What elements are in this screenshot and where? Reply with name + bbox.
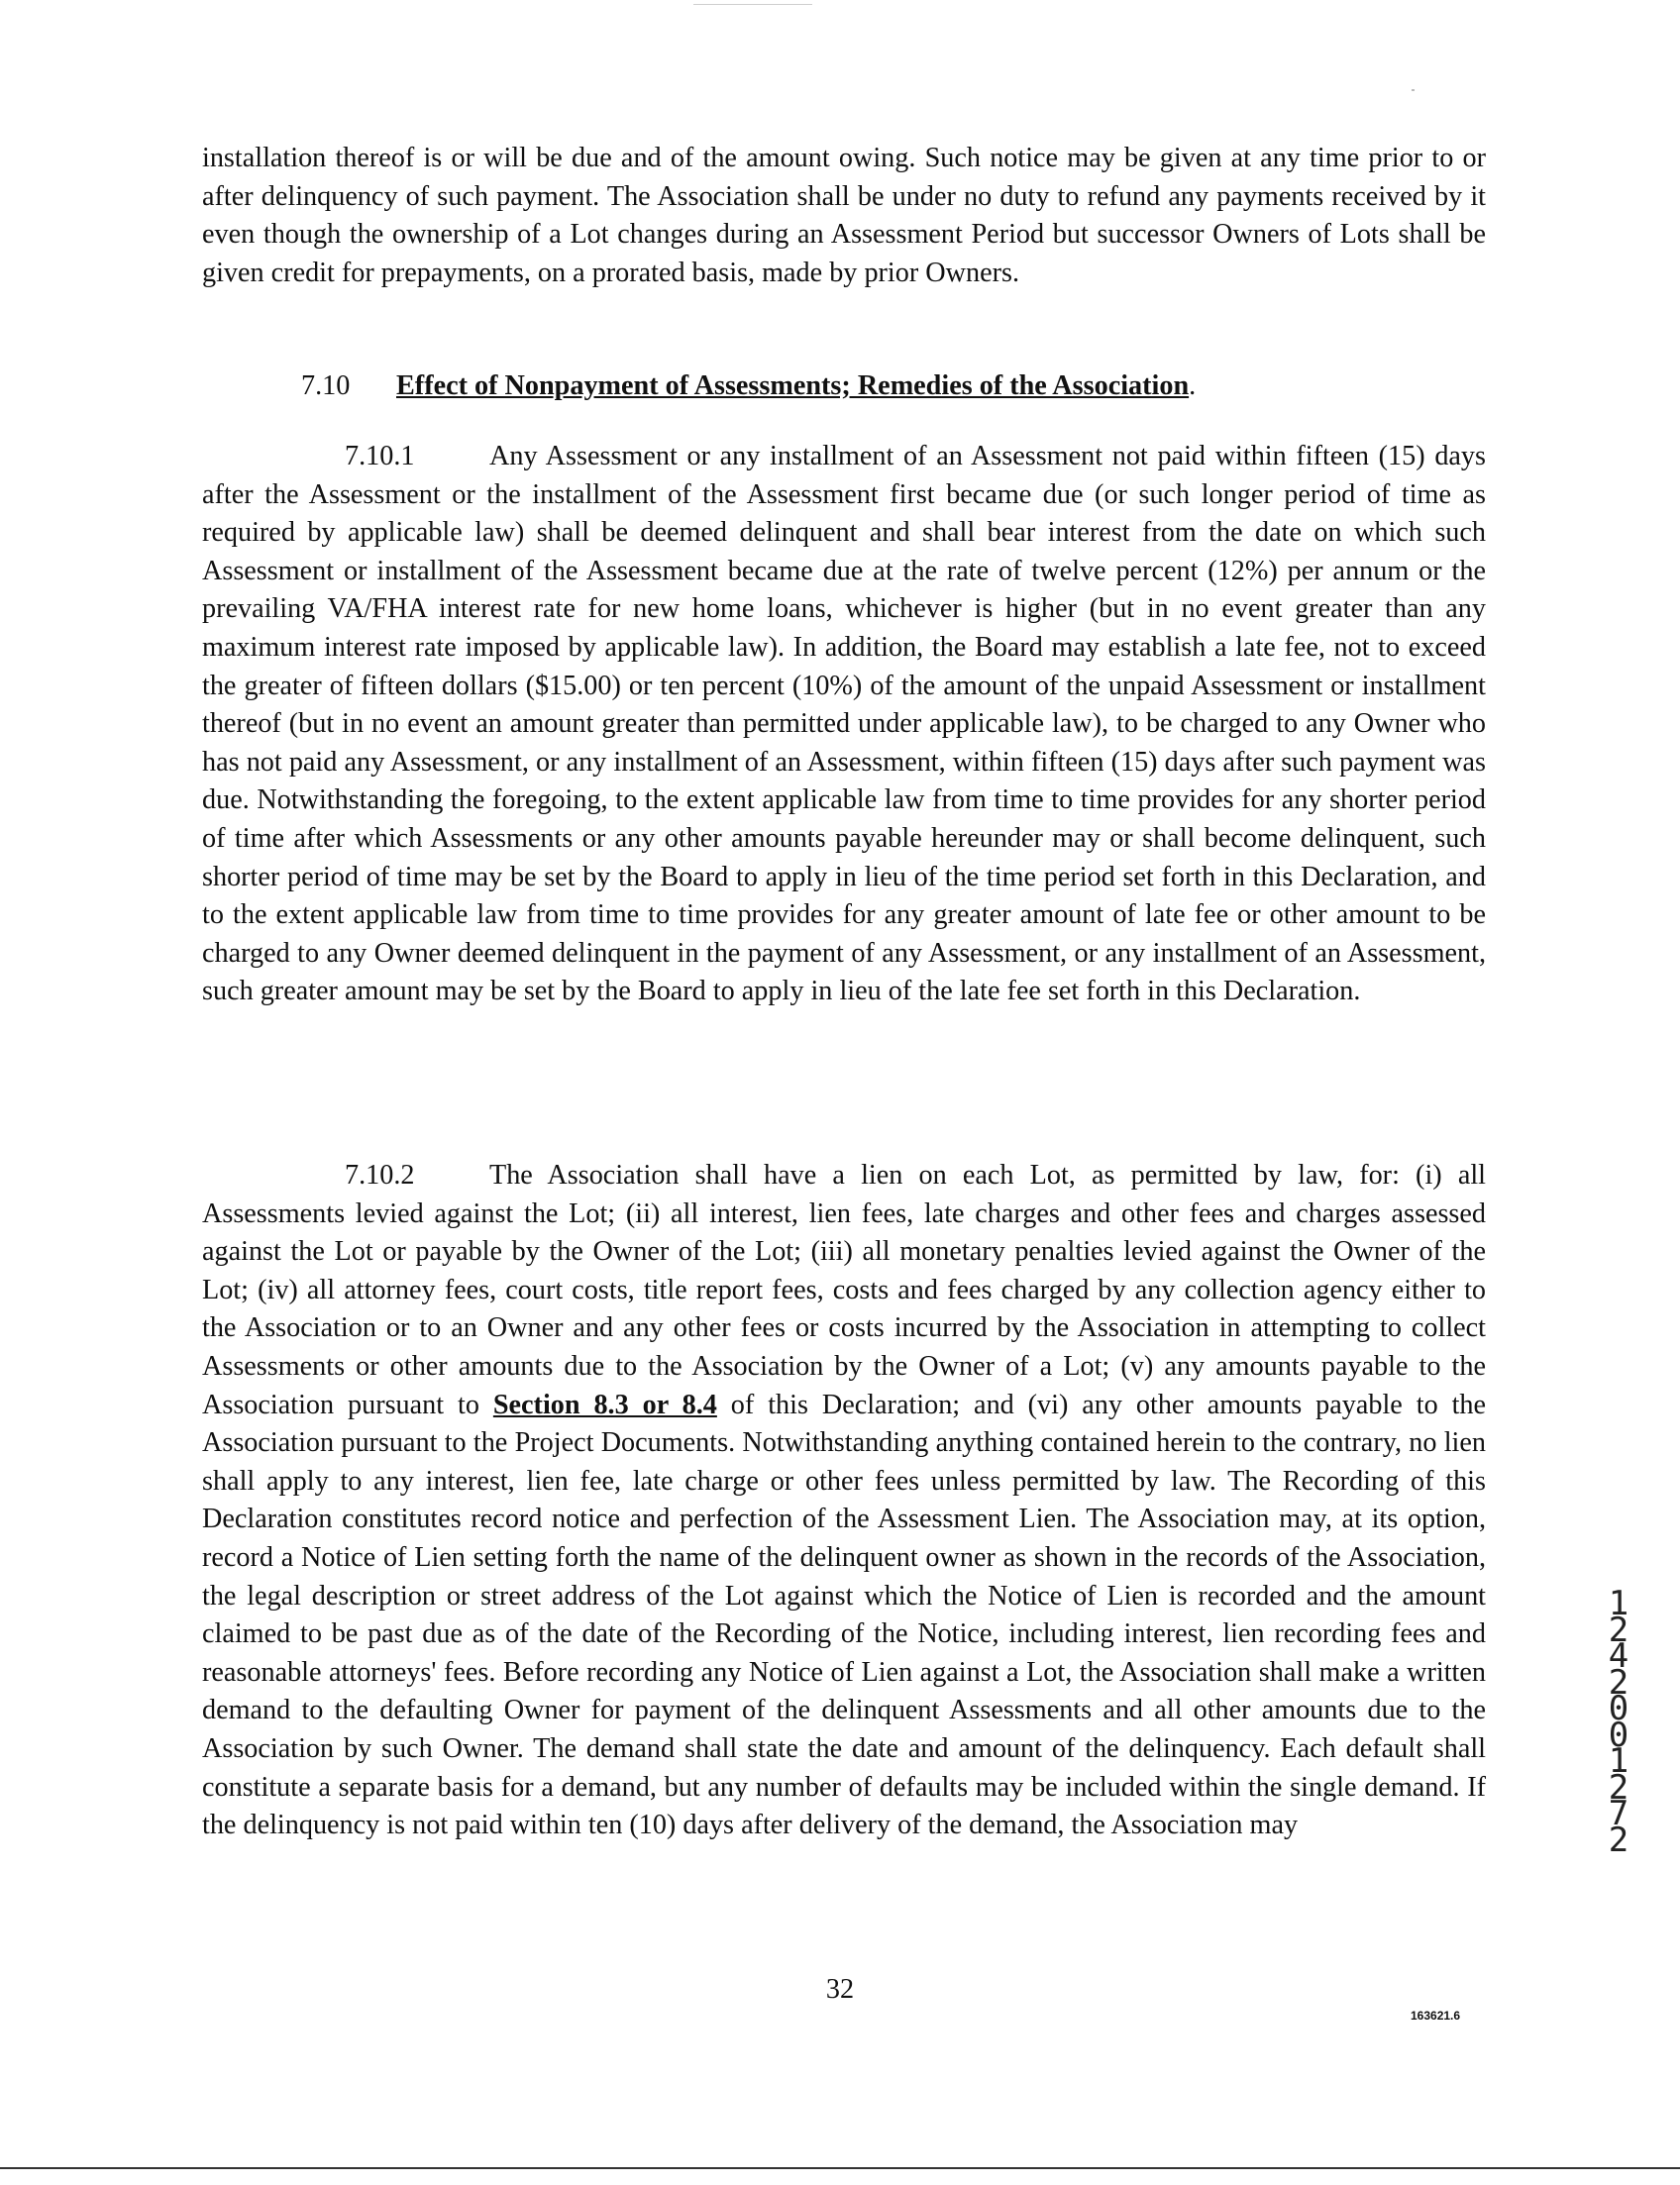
section-title-period: . bbox=[1189, 370, 1197, 401]
subsection-text: Any Assessment or any installment of an Assessment not paid within fifteen (15) days after the Assessment or the installment of the Assessment first became due (or such longer period of time as required by applicable law) shall be deemed delinquent and shall bear interest from the date on which such Assessment or installment of the Assessment became due at the rate of twelve percent (12%) per annum or the prevailing VA/FHA interest rate for new home loans, whichever is higher (but in no event greater than any maximum interest rate imposed by applicable law). In addition, the Board may establish a late fee, not to exceed the greater of fifteen dollars ($15.00) or ten percent (10%) of the amount of the unpaid Assessment or installment thereof (but in no event an amount greater than permitted under applicable law), to be charged to any Owner who has not paid any Assessment, or any installment of an Assessment, within fifteen (15) days after such payment was due. Notwithstanding the foregoing, to the extent applicable law from time to time provides for any shorter period of time after which Assessments or any other amounts payable hereunder may or shall become delinquent, such shorter period of time may be set by the Board to apply in lieu of the time period set forth in this Declaration, and to the extent applicable law from time to time provides for any greater amount of late fee or other amount to be charged to any Owner deemed delinquent in the payment of any Assessment, or any installment of an Assessment, such greater amount may be set by the Board to apply in lieu of the late fee set forth in this Declaration. bbox=[202, 441, 1486, 1007]
section-heading bbox=[202, 367, 1486, 406]
page-bottom-rule bbox=[0, 2167, 1680, 2169]
section-reference: Section 8.3 or 8.4 bbox=[492, 1389, 717, 1420]
subsection-text-part-1: The Association shall have a lien on each Lot, as permitted by law, for: (i) all Assessments levied against the Lot; (ii) all interest, lien fees, late charges and other fees and charges assessed against the Lot or payable by the Owner of the Lot; (iii) all monetary penalties levied against the Owner of the Lot; (iv) all attorney fees, court costs, title report fees, costs and fees charged by any collection agency either to the Association or to an Owner and any other fees or costs incurred by the Association in attempting to collect Assessments or other amounts due to the Association by the Owner of a Lot; (v) any amounts payable to the Association pursuant to bbox=[202, 1160, 1486, 1420]
page-number: 32 bbox=[825, 1974, 855, 2005]
subsection-7-10-2 bbox=[202, 1157, 1486, 1845]
scan-speck bbox=[1412, 89, 1415, 91]
subsection-number: 7.10.1 bbox=[345, 441, 415, 471]
document-id: 163621.6 bbox=[1411, 2009, 1461, 2023]
section-number: 7.10 bbox=[301, 370, 351, 401]
subsection-7-10-1 bbox=[202, 438, 1486, 1011]
subsection-text-part-2: of this Declaration; and (vi) any other amounts payable to the Association pursuant to the Project Documents. Notwithstanding anything contained herein to the contrary, no lien shall apply to any interest, lien fee, late charge or other fees unless permitted by law. The Recording of this Declaration constitutes record notice and perfection of the Assessment Lien. The Association may, at its option, record a Notice of Lien setting forth the name of the delinquent owner as shown in the records of the Association, the legal description or street address of the Lot against which the Notice of Lien is recorded and the amount claimed to be past due as of the date of the Recording of the Notice, including interest, lien recording fees and reasonable attorneys' fees. Before recording any Notice of Lien against a Lot, the Association shall make a written demand to the defaulting Owner for payment of the delinquent Assessments and all other amounts due to the Association by such Owner. The demand shall state the date and amount of the delinquency. Each default shall constitute a separate basis for a demand, but any number of defaults may be included within the single demand. If the delinquency is not paid within ten (10) days after delivery of the demand, the Association may bbox=[202, 1389, 1487, 1841]
recording-number-stamp: 1242001272 bbox=[1608, 1584, 1629, 1860]
section-title: Effect of Nonpayment of Assessments; Remedies of the Association bbox=[396, 370, 1190, 401]
continued-paragraph: installation thereof is or will be due and of the amount owing. Such notice may be given at any time prior to or after delinquency of such payment. The Association shall be under no duty to refund any payments received by it even though the ownership of a Lot changes during an Assessment Period but successor Owners of Lots shall be given credit for prepayments, on a prorated basis, made by prior Owners. bbox=[202, 143, 1486, 288]
scan-artifact bbox=[693, 0, 812, 5]
subsection-number: 7.10.2 bbox=[345, 1160, 415, 1191]
